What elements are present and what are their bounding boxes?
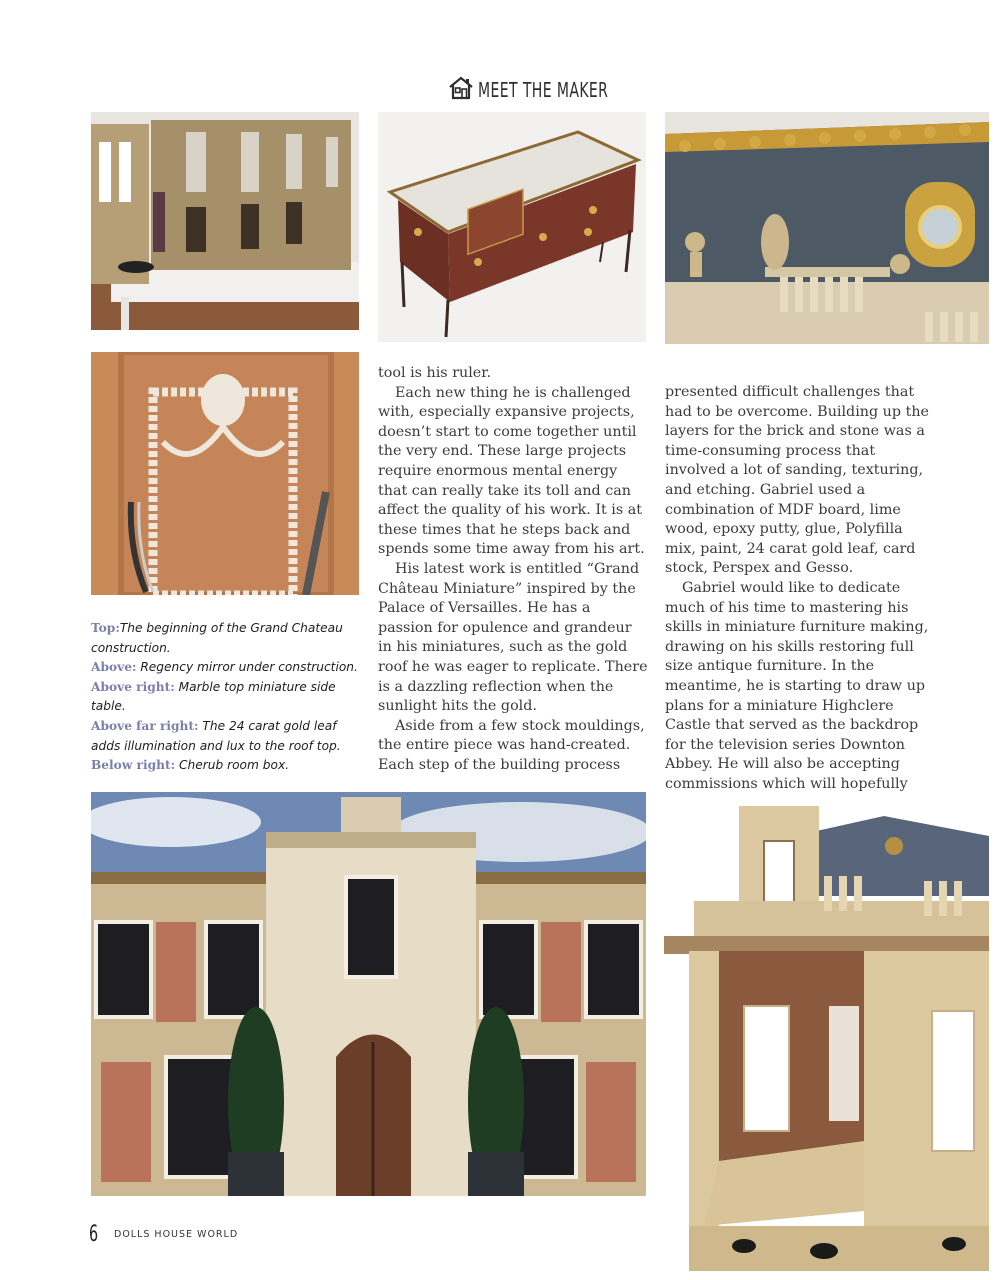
paragraph: Each new thing he is challenged with, especially expansive projects, doesn’t start to come together until the very end. These large projects require enormous mental energy that can really take its toll and can affect the quality of his work. It is at these times that he steps back and spends some time away from his art. <box>378 384 645 558</box>
photo-cherub-room-box <box>664 796 989 1274</box>
photo-chateau-facade <box>91 792 646 1196</box>
paragraph: Gabriel would like to dedicate much of his time to mastering his skills in miniature furniture making, drawing on his skills restoring full size antique furniture. In the meantime, he is starting to draw up plans for a miniature Highclere Castle that served as the backdrop for the television series Downton Abbey. He will also be accepting commissions which will hopefully <box>665 579 929 792</box>
caption-above: Above: Regency mirror under construction. <box>91 660 358 675</box>
paragraph: tool is his ruler. <box>378 365 492 381</box>
house-icon <box>448 75 474 105</box>
paragraph: presented difficult challenges that had to be overcome. Building up the layers for the brick and stone was a time-consuming process that involved a lot of sanding, texturing, and etching. Gabriel used a combination of MDF board, lime wood, epoxy putty, glue, Polyfilla mix, paint, 24 carat gold leaf, card stock, Perspex and Gesso. <box>665 384 929 577</box>
article-column-right <box>665 383 935 834</box>
paragraph: Aside from a few stock mouldings, the entire piece was hand-created. Each step of the building process <box>378 717 645 773</box>
photo-gold-leaf-roof <box>665 112 989 344</box>
photo-marble-side-table <box>378 112 646 342</box>
caption-above-far-right: Above far right: The 24 carat gold leaf adds illumination and lux to the roof top. <box>91 718 341 753</box>
article-column-middle <box>378 364 648 775</box>
caption-below-right: Below right: Cherub room box. <box>91 758 290 773</box>
caption-above-right: Above right: Marble top miniature side table. <box>91 679 336 714</box>
photo-captions <box>91 619 359 776</box>
section-title: MEET THE MAKER <box>478 78 609 102</box>
section-header <box>448 76 608 104</box>
magazine-name: DOLLS HOUSE WORLD <box>114 1229 239 1240</box>
paragraph: His latest work is entitled “Grand Château Miniature” inspired by the Palace of Versailles. He has a passion for opulence and grandeur in his miniatures, such as the gold roof he was eager to replicate. There is a dazzling reflection when the sunlight hits the gold. <box>378 560 648 715</box>
photo-regency-mirror <box>91 352 359 595</box>
photo-chateau-construction <box>91 112 359 330</box>
caption-top: Top:The beginning of the Grand Chateau construction. <box>91 621 343 655</box>
page-number: 6 <box>89 1222 99 1247</box>
